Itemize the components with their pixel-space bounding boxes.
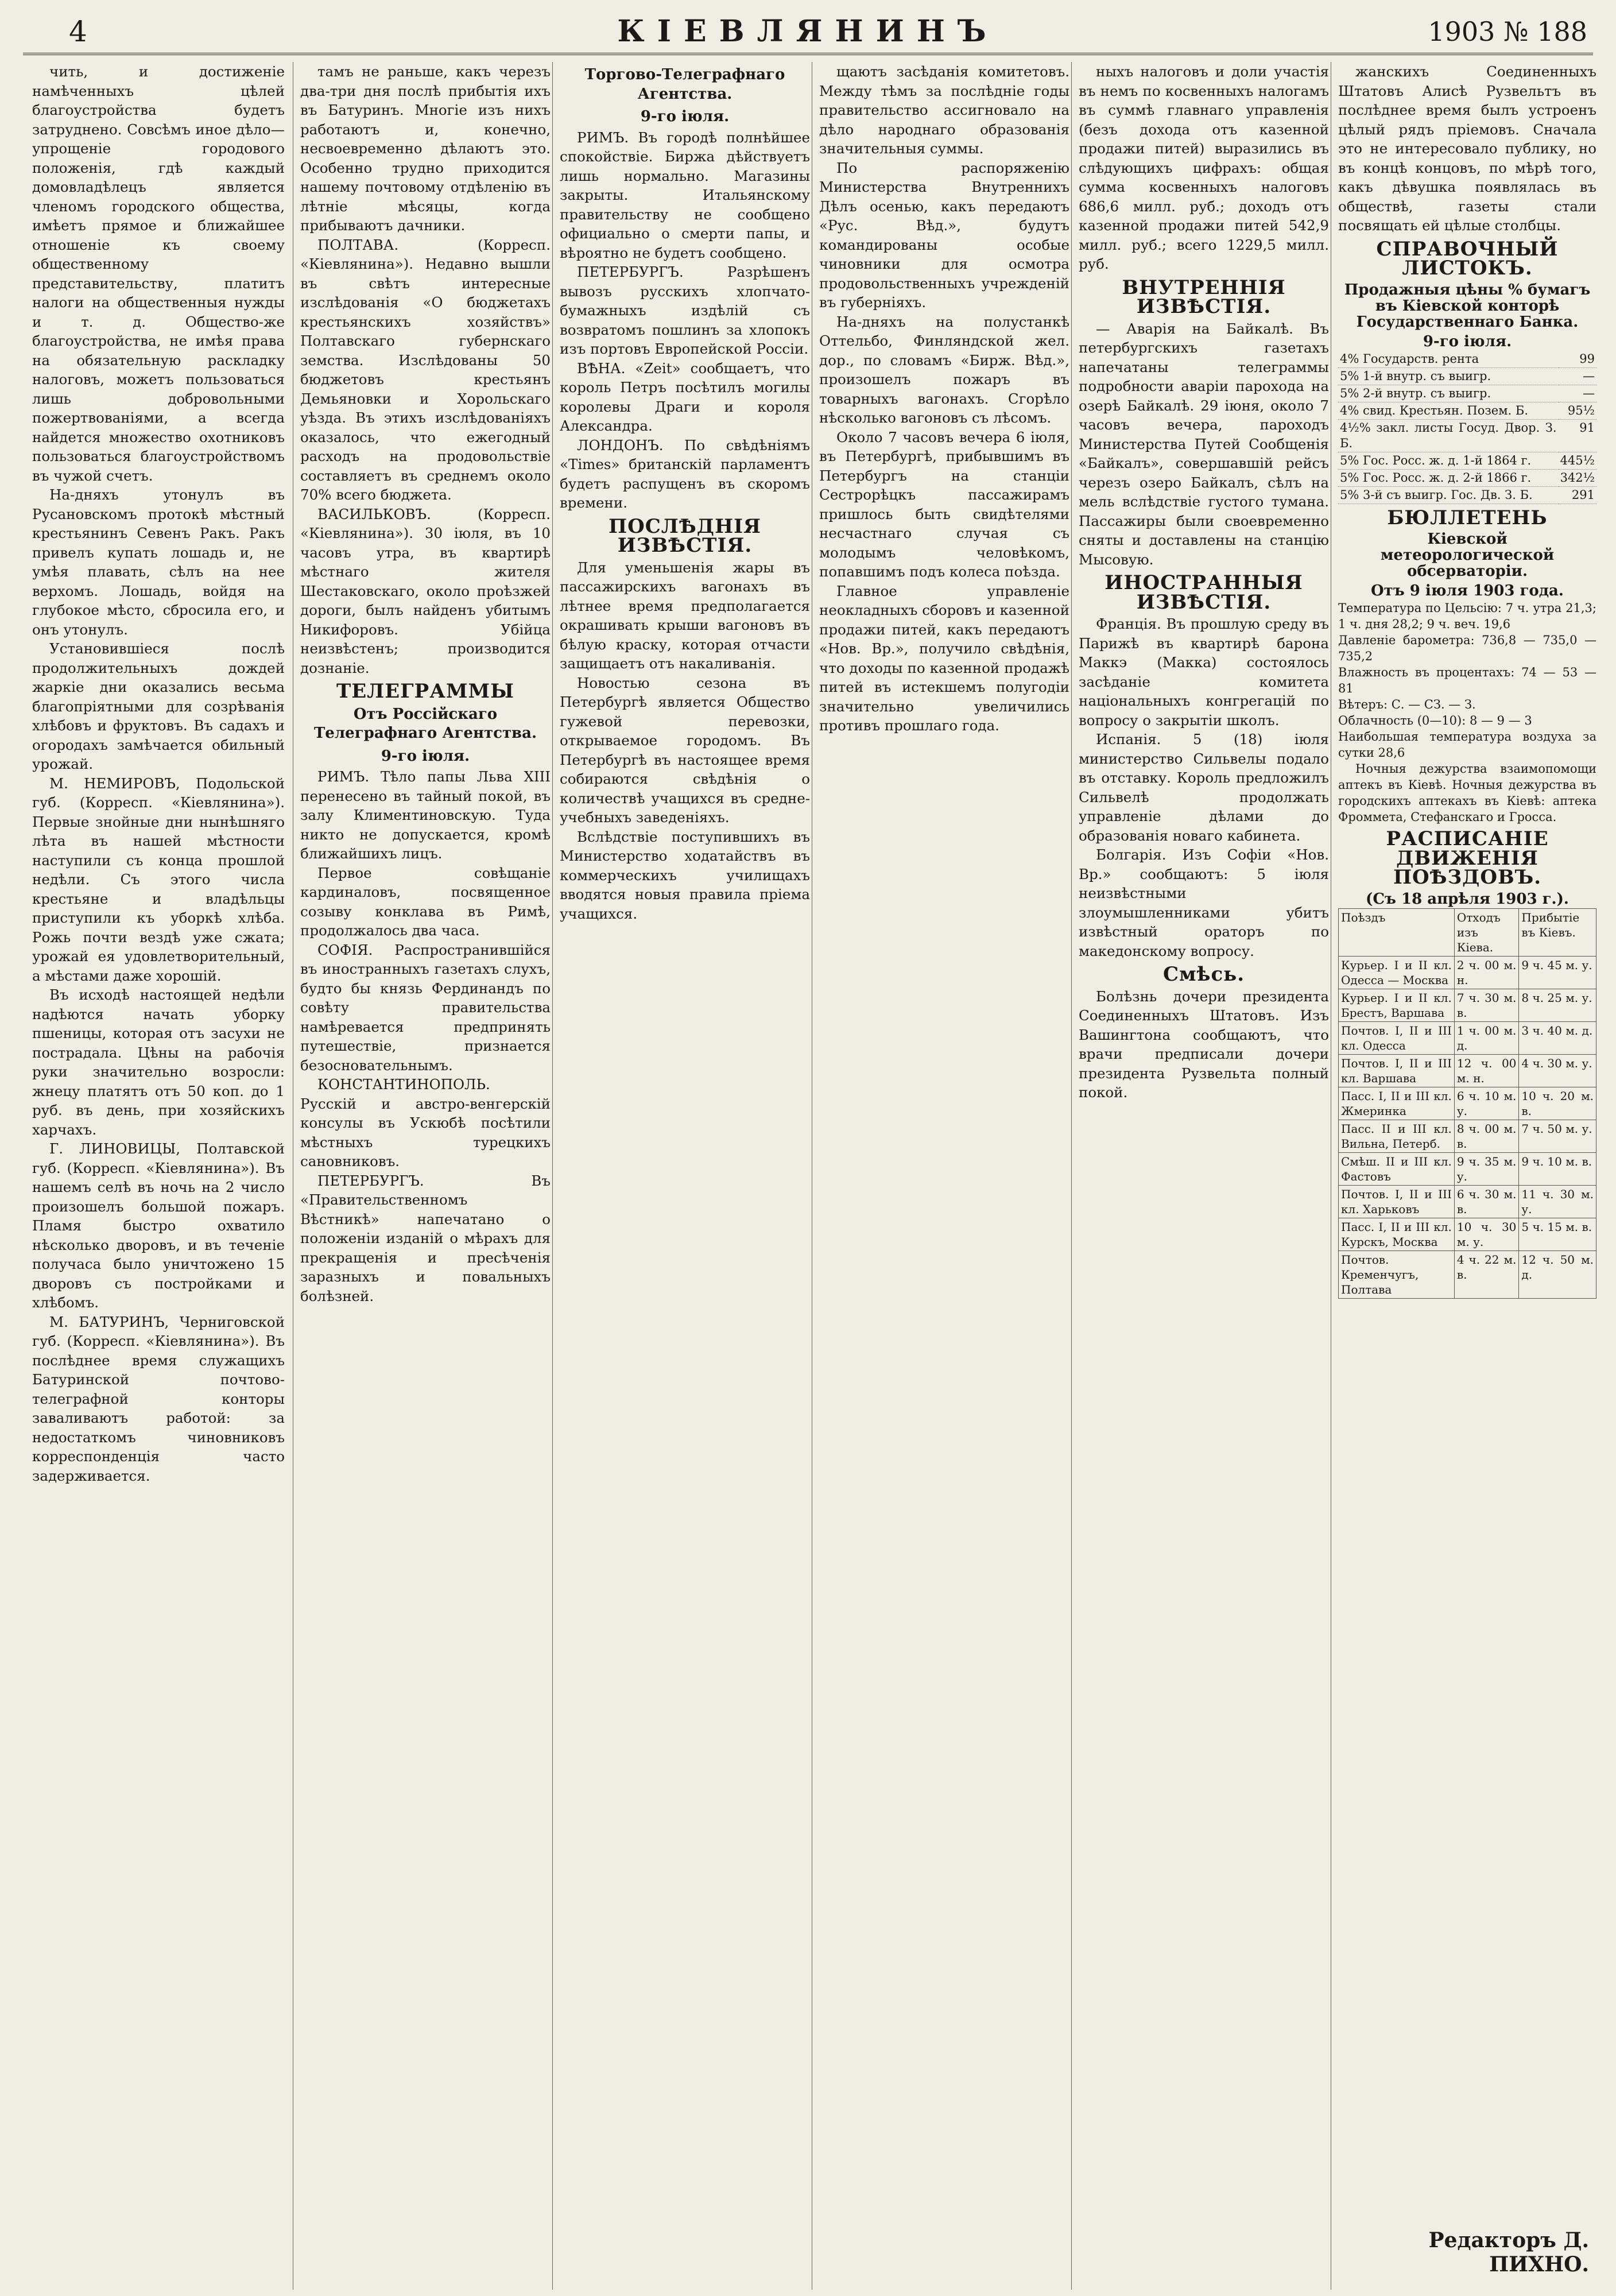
newspaper-title: КІЕВЛЯНИНЪ — [617, 14, 999, 49]
schedule-row — [1339, 1021, 1596, 1054]
article-paragraph: Для уменьшенія жары въ пассажирскихъ вагонахъ въ лѣтнее время предполагается окрашивать крыши вагоновъ въ бѣлую краску, которая отчасти защищаетъ отъ накаливанія. — [560, 559, 810, 672]
schedule-col-departure: Отходъ изъ Кіева. — [1454, 908, 1519, 956]
telegram-item: Первое совѣщаніе кардиналовъ, посвященное созыву конклава въ Римѣ, продолжалось два часа. — [300, 864, 551, 939]
article-paragraph: По распоряженію Министерства Внутреннихъ Дѣлъ осенью, какъ передаютъ «Рус. Вѣд.», будутъ командированы особые чиновники для осмотра продовольственныхъ учрежденій въ губерніяхъ. — [819, 159, 1069, 311]
agency-heading: Торгово-Телеграфнаго Агентства. — [584, 66, 785, 103]
train-schedule-table — [1338, 908, 1596, 1299]
telegram-item: ВѢНА. «Zeit» сообщаетъ, что король Петръ посѣтилъ могилы королевы Драги и короля Александра. — [560, 359, 810, 434]
telegram-item: РИМЪ. Тѣло папы Льва XIII перенесено въ тайный покой, въ залу Климентиновскую. Туда никто не допускается, кромѣ ближайшихъ лицъ. — [300, 768, 551, 862]
foreign-news-heading: ИНОСТРАННЫЯ ИЗВѢСТІЯ. — [1105, 571, 1303, 614]
security-name: 4½% закл. листы Госуд. Двор. З. Б. — [1338, 419, 1559, 452]
schedule-cell-train: Пасс. II и III кл. Вильна, Петерб. — [1339, 1120, 1455, 1152]
schedule-cell-train: Почтов. I, II и III кл. Варшава — [1339, 1054, 1455, 1087]
schedule-cell-arr: 9 ч. 10 м. в. — [1519, 1152, 1596, 1185]
schedule-cell-arr: 4 ч. 30 м. у. — [1519, 1054, 1596, 1087]
bulletin-line: Давленіе барометра: 736,8 — 735,0 — 735,2 — [1338, 633, 1596, 663]
securities-row — [1338, 486, 1596, 504]
security-name: 5% Гос. Росс. ж. д. 2-й 1866 г. — [1338, 469, 1559, 486]
schedule-row — [1339, 1054, 1596, 1087]
miscellany-heading: Смѣсь. — [1162, 963, 1245, 986]
article-paragraph: Франція. Въ прошлую среду въ Парижѣ въ квартирѣ барона Маккэ (Макка) состоялось засѣданіе комитета національныхъ конгрегацій по вопросу о закрытіи школъ. — [1079, 615, 1329, 729]
schedule-cell-arr: 12 ч. 50 м. д. — [1519, 1250, 1596, 1298]
bulletin-line: Наибольшая температура воздуха за сутки 28,6 — [1338, 730, 1596, 760]
schedule-row — [1339, 1250, 1596, 1298]
bulletin-line: Облачность (0—10): 8 — 9 — 3 — [1338, 714, 1532, 727]
schedule-row — [1339, 1185, 1596, 1218]
schedule-cell-arr: 9 ч. 45 м. у. — [1519, 956, 1596, 989]
schedule-cell-dep: 6 ч. 10 м. у. — [1454, 1087, 1519, 1120]
schedule-cell-dep: 7 ч. 30 м. в. — [1454, 989, 1519, 1021]
masthead — [23, 11, 1593, 52]
column-3 — [552, 62, 810, 2290]
header-rule — [23, 53, 1593, 55]
security-price: 95½ — [1559, 402, 1596, 419]
article-paragraph: ВАСИЛЬКОВЪ. (Корресп. «Кіевлянина»). 30 іюля, въ 10 часовъ утра, въ квартирѣ мѣстнаго жителя Шестаковскаго, около проѣзжей дороги, былъ найденъ убитымъ Никифоровъ. Убійца неизвѣстенъ; производится дознаніе. — [300, 505, 551, 676]
article-paragraph: Вслѣдствіе поступившихъ въ Министерство ходатайствъ въ коммерческихъ училищахъ вводятся новыя правила пріема учащихся. — [560, 828, 810, 922]
schedule-row — [1339, 1152, 1596, 1185]
securities-row — [1338, 402, 1596, 419]
schedule-heading: РАСПИСАНІЕ ДВИЖЕНІЯ ПОѢЗДОВЪ. — [1386, 827, 1549, 889]
article-paragraph: М. НЕМИРОВЪ, Подольской губ. (Корресп. «Кіевлянина»). Первые знойные дни нынѣшняго лѣта въ нашей мѣстности наступили съ конца прошлой недѣли. Съ этого числа крестьяне и владѣльцы приступили къ уборкѣ хлѣба. Рожь почти вездѣ уже сжата; урожай ея удовлетворительный, а мѣстами даже хорошій. — [32, 775, 285, 984]
schedule-row — [1339, 1120, 1596, 1152]
column-4 — [812, 62, 1069, 2290]
telegram-item: ПЕТЕРБУРГЪ. Въ «Правительственномъ Вѣстникѣ» напечатано о положеніи изданій о мѣрахъ для прекращенія и пресѣченія заразныхъ и повальныхъ болѣзней. — [300, 1172, 551, 1304]
security-name: 5% 2-й внутр. съ выигр. — [1338, 385, 1559, 402]
telegram-item: ЛОНДОНЪ. По свѣдѣніямъ «Times» британскій парламентъ будетъ распущенъ въ скоромъ времени. — [560, 436, 810, 511]
article-paragraph: Главное управленіе неокладныхъ сборовъ и казенной продажи питей, какъ передаютъ «Нов. Вр.», получило свѣдѣнія, что доходы по казенной продажѣ питей въ истекшемъ полугодіи значительно увеличились противъ прошлаго года. — [819, 582, 1069, 734]
schedule-cell-train: Курьер. I и II кл. Одесса — Москва — [1339, 956, 1455, 989]
security-price: 91 — [1559, 419, 1596, 452]
security-price: 445½ — [1559, 452, 1596, 469]
latest-news-heading: ПОСЛѢДНІЯ ИЗВѢСТІЯ. — [608, 514, 762, 557]
security-price: — — [1559, 385, 1596, 402]
bulletin-line: Температура по Цельсію: 7 ч. утра 21,3; 1 ч. дня 28,2; 9 ч. веч. 19,6 — [1338, 601, 1596, 631]
telegram-item: ПЕТЕРБУРГЪ. Разрѣшенъ вывозъ русскихъ хлопчато-бумажныхъ издѣлій съ возвратомъ пошлинъ за хлопокъ изъ портовъ Европейской Россіи. — [560, 264, 810, 357]
article-paragraph: Болгарія. Изъ Софіи «Нов. Вр.» сообщаютъ: 5 іюля неизвѣстными злоумышленниками убитъ извѣстный ораторъ по македонскому вопросу. — [1079, 846, 1329, 959]
schedule-cell-train: Почтов. I, II и III кл. Харьковъ — [1339, 1185, 1455, 1218]
article-paragraph: щаютъ засѣданія комитетовъ. Между тѣмъ за послѣдніе годы правительство ассигновало на дѣло народнаго образованія значительныя суммы. — [819, 63, 1069, 157]
schedule-cell-train: Смѣш. II и III кл. Фастовъ — [1339, 1152, 1455, 1185]
column-2 — [293, 62, 551, 2290]
security-name: 5% Гос. Росс. ж. д. 1-й 1864 г. — [1338, 452, 1559, 469]
securities-row — [1338, 419, 1596, 452]
article-paragraph: чить, и достиженіе намѣченныхъ цѣлей благоустройства будетъ затруднено. Совсѣмъ иное дѣло—упрощеніе городового положенія, гдѣ каждый домовладѣлецъ является членомъ городского общества, имѣетъ прямое и ближайшее отношеніе къ своему общественному представительству, платитъ налоги на общественныя нужды и т. д. Общество-же благоустройства, не имѣя права на обязательную раскладку налоговъ, можетъ пользоваться лишь добровольными пожертвованіями, а всегда найдется множество охотниковъ пользоваться благоустройствомъ въ чужой счетъ. — [32, 63, 285, 484]
schedule-cell-arr: 3 ч. 40 м. д. — [1519, 1021, 1596, 1054]
schedule-cell-train: Почтов. Кременчугъ, Полтава — [1339, 1250, 1455, 1298]
article-paragraph: Въ исходѣ настоящей недѣли надѣются начать уборку пшеницы, которая отъ засухи не пострадала. Цѣны на рабочія руки значительно возросли: жнецу платятъ отъ 50 коп. до 1 руб. въ день, при хозяйскихъ харчахъ. — [32, 986, 285, 1138]
editor-signature: Редакторъ Д. ПИХНО. — [1428, 2228, 1589, 2276]
security-name: 4% Государств. рента — [1338, 351, 1559, 368]
schedule-cell-arr: 5 ч. 15 м. в. — [1519, 1218, 1596, 1250]
schedule-cell-train: Пасс. I, II и III кл. Курскъ, Москва — [1339, 1218, 1455, 1250]
securities-row — [1338, 385, 1596, 402]
security-name: 5% 1-й внутр. съ выигр. — [1338, 367, 1559, 385]
article-paragraph: М. БАТУРИНЪ, Черниговской губ. (Корресп. «Кіевлянина»). Въ послѣднее время служащихъ Батуринской почтово-телеграфной конторы заваливаютъ работой: за недостаткомъ чиновниковъ корреспонденція часто задерживается. — [32, 1313, 285, 1484]
article-paragraph: Новостью сезона въ Петербургѣ является Общество гужевой перевозки, открываемое городомъ. Въ Петербургѣ въ настоящее время собираются свѣдѣнія о количествѣ учащихся въ средне-учебныхъ заведеніяхъ. — [560, 674, 810, 826]
schedule-row — [1339, 1087, 1596, 1120]
article-paragraph: Г. ЛИНОВИЦЫ, Полтавской губ. (Корресп. «Кіевлянина»). Въ нашемъ селѣ въ ночь на 2 число произошелъ большой пожаръ. Пламя быстро охватило нѣсколько дворовъ, и въ теченіе получаса было уничтожено 15 дворовъ съ постройками и хлѣбомъ. — [32, 1140, 285, 1311]
securities-row — [1338, 452, 1596, 469]
schedule-cell-arr: 11 ч. 30 м. у. — [1519, 1185, 1596, 1218]
article-paragraph: ПОЛТАВА. (Корресп. «Кіевлянина»). Недавно вышли въ свѣтъ интересные изслѣдованія «О бюджетахъ крестьянскихъ хозяйствъ» Полтавскаго губернскаго земства. Изслѣдованы 50 бюджетовъ крестьянъ Демьяновки и Хорольскаго уѣзда. Въ этихъ изслѣдованіяхъ оказалось, что ежегодный расходъ на продовольствіе составляетъ въ среднемъ около 70% всего бюджета. — [300, 236, 551, 503]
page-number: 4 — [69, 15, 87, 48]
bulletin-date: Отъ 9 іюля 1903 года. — [1371, 582, 1564, 599]
schedule-col-train: Поѣздъ — [1339, 908, 1455, 956]
column-5 — [1071, 62, 1329, 2290]
bulletin-lines — [1338, 600, 1596, 761]
telegrams-source: Отъ Россійскаго Телеграфнаго Агентства. — [313, 705, 537, 742]
securities-row — [1338, 351, 1596, 368]
security-price: 342½ — [1559, 469, 1596, 486]
schedule-col-arrival: Прибытіе въ Кіевъ. — [1519, 908, 1596, 956]
securities-table — [1338, 351, 1596, 504]
column-6 — [1331, 62, 1596, 2290]
article-paragraph: жанскихъ Соединенныхъ Штатовъ Алисѣ Рузвельтъ въ послѣднее время былъ устроенъ цѣлый рядъ пріемовъ. Сначала это не интересовало публику, но въ концѣ концовъ, по мѣрѣ того, какъ дѣвушка появлялась въ обществѣ, газеты стали посвящать ей цѣлые столбцы. — [1338, 63, 1596, 234]
bulletin-line: Влажность въ процентахъ: 74 — 53 — 81 — [1338, 665, 1596, 695]
schedule-row — [1339, 956, 1596, 989]
schedule-cell-train: Пасс. I, II и III кл. Жмеринка — [1339, 1087, 1455, 1120]
article-paragraph: Ночныя дежурства взаимопомощи аптекъ въ Кіевѣ. Ночныя дежурства въ городскихъ аптекахъ въ Кіевѣ: аптека Фроммета, Стефанскаго и Гросса. — [1338, 762, 1596, 824]
schedule-cell-dep: 1 ч. 00 м. д. — [1454, 1021, 1519, 1054]
schedule-cell-train: Почтов. I, II и III кл. Одесса — [1339, 1021, 1455, 1054]
security-name: 5% 3-й съ выигр. Гос. Дв. З. Б. — [1338, 486, 1559, 504]
article-paragraph: — Аварія на Байкалѣ. Въ петербургскихъ газетахъ напечатаны телеграммы подробности аваріи парохода на озерѣ Байкалѣ. 29 іюня, около 7 часовъ вечера, пароходъ Министерства Путей Сообщенія «Байкалъ», совершавшій рейсъ черезъ озеро Байкалъ, сѣлъ на мель вслѣдствіе густого тумана. Пассажиры были своевременно сняты и доставлены на станцію Мысовую. — [1079, 320, 1329, 568]
article-paragraph: Испанія. 5 (18) іюля министерство Сильвелы подало въ отставку. Король предложилъ Сильвелѣ продолжать управленіе дѣлами до образованія новаго кабинета. — [1079, 731, 1329, 844]
schedule-cell-arr: 8 ч. 25 м. у. — [1519, 989, 1596, 1021]
schedule-cell-dep: 4 ч. 22 м. в. — [1454, 1250, 1519, 1298]
reference-sheet-heading: СПРАВОЧНЫЙ ЛИСТОКЪ. — [1376, 237, 1559, 280]
schedule-subheading: (Съ 18 апрѣля 1903 г.). — [1366, 890, 1569, 908]
telegram-item: КОНСТАНТИНОПОЛЬ. Русскій и австро-венгерскій консулы въ Ускюбѣ посѣтили мѣстныхъ турецкихъ сановниковъ. — [300, 1076, 551, 1170]
schedule-cell-dep: 12 ч. 00 м. н. — [1454, 1054, 1519, 1087]
domestic-news-heading: ВНУТРЕННІЯ ИЗВѢСТІЯ. — [1122, 276, 1286, 318]
bulletin-subheading: Кіевской метеорологической обсерваторіи. — [1380, 531, 1555, 580]
security-name: 4% свид. Крестьян. Позем. Б. — [1338, 402, 1559, 419]
securities-subheading: Продажныя цѣны % бумагъ въ Кіевской конторѣ Государственнаго Банка. — [1344, 281, 1591, 331]
article-paragraph: Около 7 часовъ вечера 6 іюля, въ Петербургѣ, прибывшимъ въ Петербургъ на станціи Сестрорѣцкъ пассажирамъ пришлось быть свидѣтелями несчастнаго случая съ молодымъ человѣкомъ, попавшимъ подъ колеса поѣзда. — [819, 428, 1069, 580]
security-price: 291 — [1559, 486, 1596, 504]
bulletin-heading: БЮЛЛЕТЕНЬ — [1387, 506, 1548, 529]
bulletin-line: Вѣтеръ: С. — СЗ. — З. — [1338, 698, 1476, 711]
article-paragraph: На-дняхъ на полустанкѣ Оттельбо, Финляндской жел. дор., по словамъ «Бирж. Вѣд.», произошелъ пожаръ въ товарныхъ вагонахъ. Сгорѣло нѣсколько вагоновъ съ лѣсомъ. — [819, 313, 1069, 426]
securities-row — [1338, 367, 1596, 385]
telegrams-heading: ТЕЛЕГРАММЫ — [336, 680, 515, 703]
article-paragraph: ныхъ налоговъ и доли участія въ немъ по косвенныхъ налогамъ въ суммѣ главнаго управленія (безъ дохода отъ казенной продажи питей) выразились въ слѣдующихъ цифрахъ: общая сумма косвенныхъ налоговъ 686,6 милл. руб.; доходъ отъ казенной продажи питей 542,9 милл. руб.; всего 1229,5 милл. руб. — [1079, 63, 1329, 272]
telegrams-date: 9-го іюля. — [381, 747, 470, 765]
securities-date: 9-го іюля. — [1423, 332, 1512, 350]
article-paragraph: тамъ не раньше, какъ черезъ два-три дня послѣ прибытія ихъ въ Батуринъ. Многіе изъ нихъ работаютъ и, конечно, несвоевременно дѣлаютъ это. Особенно трудно приходится нашему почтовому отдѣленію въ лѣтніе мѣсяцы, когда прибываютъ дачники. — [300, 63, 551, 234]
securities-row — [1338, 469, 1596, 486]
schedule-cell-dep: 8 ч. 00 м. в. — [1454, 1120, 1519, 1152]
schedule-row — [1339, 989, 1596, 1021]
schedule-cell-dep: 10 ч. 30 м. у. — [1454, 1218, 1519, 1250]
schedule-cell-train: Курьер. I и II кл. Брестъ, Варшава — [1339, 989, 1455, 1021]
telegram-item: РИМЪ. Въ городѣ полнѣйшее спокойствіе. Биржа дѣйствуетъ лишь нормально. Магазины закрыты. Итальянскому правительству не сообщено официально о смерти папы, и вѣроятно не будетъ сообщено. — [560, 129, 810, 261]
article-paragraph: Установившіеся послѣ продолжительныхъ дождей жаркіе дни оказались весьма благопріятными для созрѣванія хлѣбовъ и фруктовъ. Въ садахъ и огородахъ замѣчается обильный урожай. — [32, 640, 285, 772]
schedule-cell-arr: 7 ч. 50 м. у. — [1519, 1120, 1596, 1152]
security-price: — — [1559, 367, 1596, 385]
schedule-row — [1339, 1218, 1596, 1250]
article-paragraph: Болѣзнь дочери президента Соединенныхъ Штатовъ. Изъ Вашингтона сообщаютъ, что врачи предписали дочери президента Рузвельта полный покой. — [1079, 988, 1329, 1101]
telegram-item: СОФІЯ. Распространившійся въ иностранныхъ газетахъ слухъ, будто бы князь Фердинандъ по совѣту правительства намѣревается предпринять путешествіе, признается безосновательнымъ. — [300, 941, 551, 1074]
schedule-cell-dep: 6 ч. 30 м. в. — [1454, 1185, 1519, 1218]
security-price: 99 — [1559, 351, 1596, 368]
article-paragraph: На-дняхъ утонулъ въ Русановскомъ протокѣ мѣстный крестьянинъ Севенъ Ракъ. Ракъ привелъ купать лошадь и, не умѣя плавать, сѣлъ на нее верхомъ. Лошадь, войдя на глубокое мѣсто, сбросила его, и онъ утонулъ. — [32, 486, 285, 638]
schedule-cell-arr: 10 ч. 20 м. в. — [1519, 1087, 1596, 1120]
issue-number: 1903 № 188 — [1428, 16, 1587, 47]
schedule-cell-dep: 9 ч. 35 м. у. — [1454, 1152, 1519, 1185]
schedule-cell-dep: 2 ч. 00 м. н. — [1454, 956, 1519, 989]
column-1 — [32, 62, 285, 2290]
agency-date: 9-го іюля. — [640, 108, 730, 125]
